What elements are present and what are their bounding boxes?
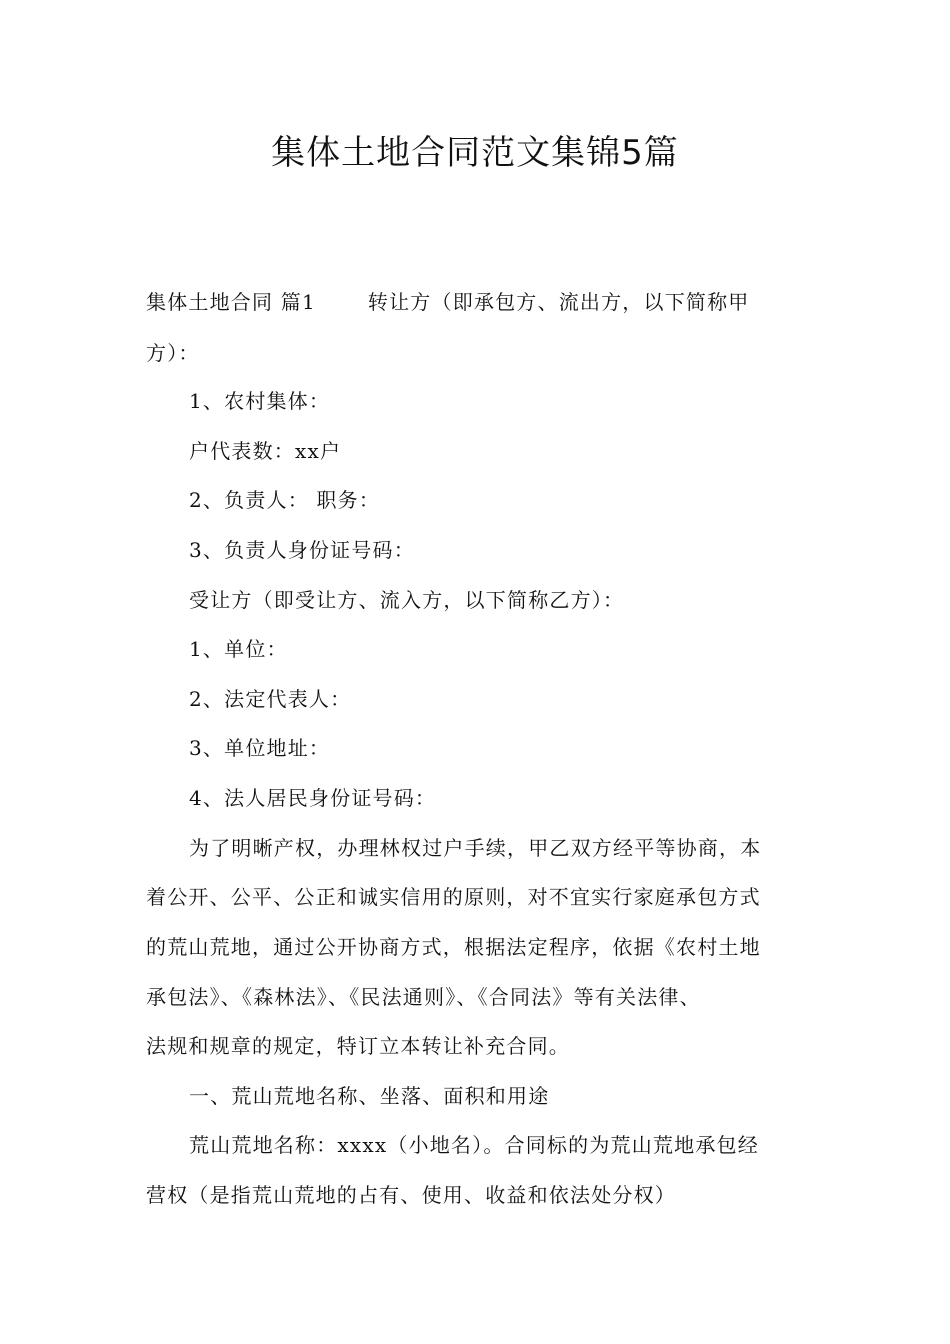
text-line-7: 受让方（即受让方、流入方，以下简称乙方）： — [189, 588, 625, 612]
text-line-9: 2、法定代表人： — [189, 687, 352, 711]
text-line-14: 的荒山荒地，通过公开协商方式，根据法定程序，依据《农村土地 — [146, 935, 761, 959]
text-line-10: 3、单位地址： — [189, 736, 331, 760]
text-line-4: 户代表数：xx户 — [189, 439, 342, 463]
text-line-6: 3、负责人身份证号码： — [189, 538, 415, 562]
text-line-2: 方）： — [146, 341, 200, 365]
document-title: 集体土地合同范文集锦5篇 — [271, 133, 679, 173]
text-line-13: 着公开、公平、公正和诚实信用的原则，对不宜实行家庭承包方式 — [146, 885, 761, 909]
text-line-19: 营权（是指荒山荒地的占有、使用、收益和依法处分权） — [146, 1183, 676, 1207]
text-line-18: 荒山荒地名称：xxxx（小地名）。合同标的为荒山荒地承包经 — [189, 1133, 759, 1157]
text-line-1 — [146, 287, 806, 317]
text-line-12: 为了明晰产权，办理林权过户手续，甲乙双方经平等协商，本 — [189, 836, 762, 860]
section-heading-label: 集体土地合同 篇1 — [146, 290, 316, 314]
text-line-5: 2、负责人： 职务： — [189, 488, 381, 512]
text-line-8: 1、单位： — [189, 637, 288, 661]
text-line-15: 承包法》、《森林法》、《民法通则》、《合同法》等有关法律、 — [146, 985, 701, 1009]
transferor-intro: 转让方（即承包方、流出方，以下简称甲 — [367, 290, 750, 314]
text-line-17: 一、荒山荒地名称、坐落、面积和用途 — [189, 1084, 550, 1108]
text-line-11: 4、法人居民身份证号码： — [189, 786, 437, 810]
text-line-16: 法规和规章的规定，特订立本转让补充合同。 — [146, 1034, 570, 1058]
text-line-3: 1、农村集体： — [189, 389, 331, 413]
